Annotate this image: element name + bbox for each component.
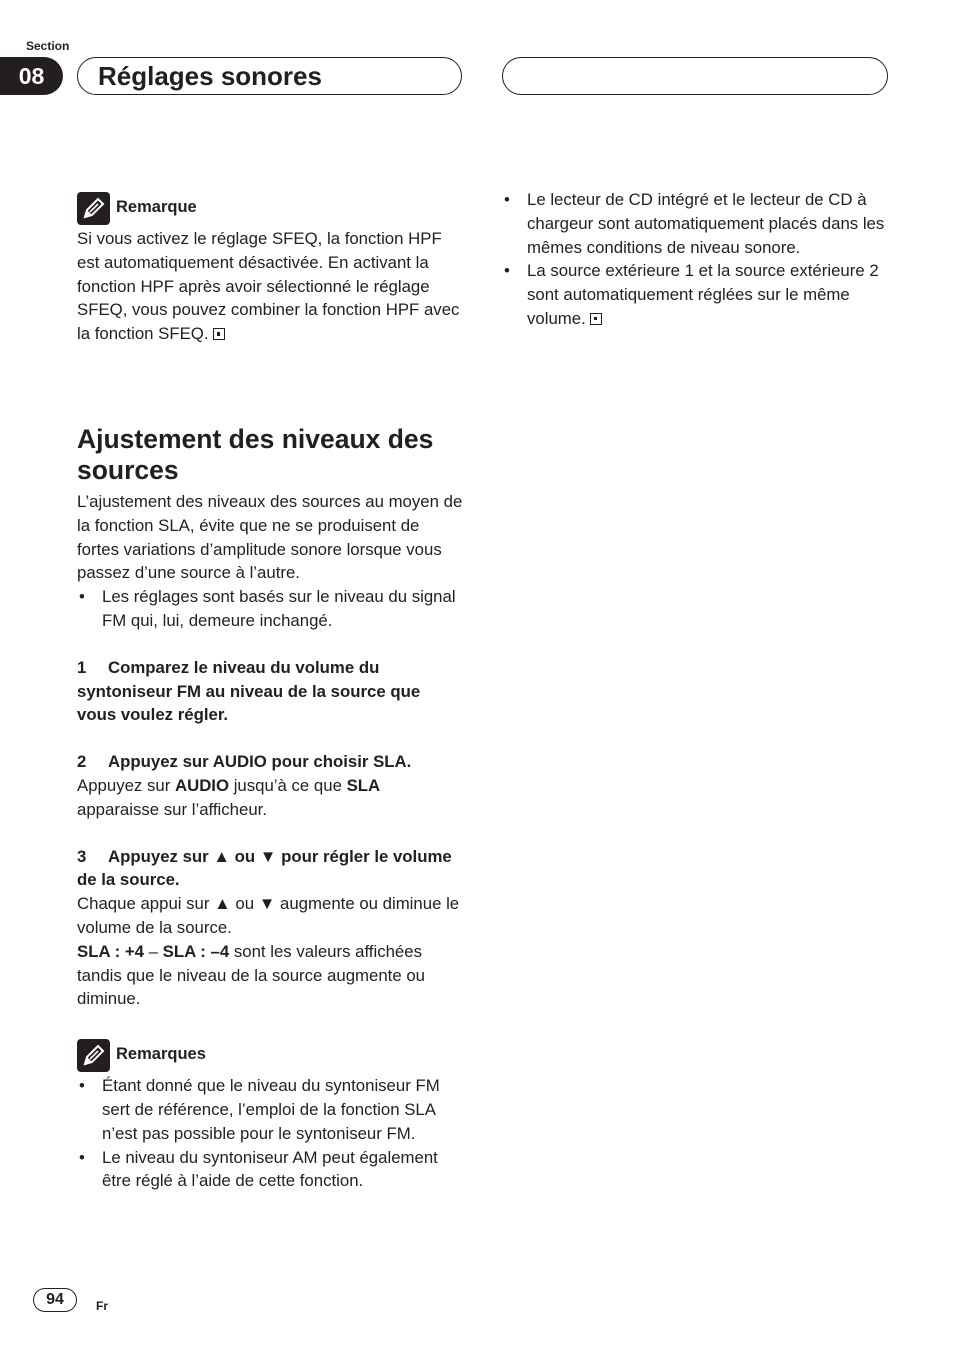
list-item-text: La source extérieure 1 et la source extérieure 2 sont automatiquement réglées sur le même volume. bbox=[527, 261, 879, 328]
step-number: 2 bbox=[77, 752, 87, 772]
section-heading: Ajustement des niveaux des sources bbox=[77, 423, 434, 485]
step-text: Appuyez sur AUDIO pour choisir SLA. bbox=[108, 752, 412, 772]
text-run: jusqu’à ce que bbox=[229, 775, 347, 795]
text-run: sont les valeurs affichées tandis que le niveau de la source augmente ou diminue. bbox=[77, 941, 425, 1009]
step-2 bbox=[77, 750, 463, 774]
notes-list bbox=[77, 1074, 463, 1193]
note-title: Remarque bbox=[116, 198, 197, 217]
list-item: • Le niveau du syntoniseur AM peut également être réglé à l’aide de cette fonction. bbox=[77, 1146, 463, 1194]
step-1 bbox=[77, 656, 463, 727]
left-column bbox=[77, 191, 463, 1193]
text-run: apparaisse sur l’afficheur. bbox=[77, 799, 267, 819]
section-number-badge: 08 bbox=[0, 57, 63, 95]
page-number: 94 bbox=[33, 1288, 77, 1312]
note-title: Remarques bbox=[116, 1045, 206, 1064]
sla-value-min: SLA : –4 bbox=[162, 941, 230, 961]
list-item: • Les réglages sont basés sur le niveau du signal FM qui, lui, demeure inchangé. bbox=[77, 585, 463, 633]
sla-value-max: SLA : +4 bbox=[77, 941, 144, 961]
display-sla: SLA bbox=[346, 775, 381, 795]
step-2-body bbox=[77, 774, 463, 822]
section-label: Section bbox=[26, 39, 70, 53]
step-3-body: Chaque appui sur ▲ ou ▼ augmente ou diminue le volume de la source. bbox=[77, 894, 460, 937]
note-header bbox=[77, 1038, 463, 1072]
right-bullets bbox=[502, 188, 888, 331]
step-number: 3 bbox=[77, 846, 87, 866]
note-header bbox=[77, 191, 463, 225]
list-item: • Le lecteur de CD intégré et le lecteur de CD à chargeur sont automatiquement placés dans les mêmes conditions de niveau sonore. bbox=[502, 188, 888, 259]
step-number: 1 bbox=[77, 657, 87, 677]
button-name-audio: AUDIO bbox=[174, 775, 230, 795]
end-mark-icon bbox=[213, 328, 225, 340]
note-text bbox=[77, 227, 463, 346]
list-item: • Étant donné que le niveau du syntoniseur FM sert de référence, l’emploi de la fonction SLA n’est pas possible pour le syntoniseur FM. bbox=[77, 1074, 463, 1145]
text-run: – bbox=[144, 941, 163, 961]
text-run: Appuyez sur bbox=[77, 775, 175, 795]
end-mark-icon bbox=[590, 313, 602, 325]
note-text-content: Si vous activez le réglage SFEQ, la fonction HPF est automatiquement désactivée. En activant la fonction HPF après avoir sélectionné le réglage SFEQ, vous pouvez combiner la fonction HPF avec la fonction SFEQ. bbox=[77, 229, 460, 344]
step-3 bbox=[77, 845, 463, 893]
header-empty-box bbox=[502, 57, 888, 95]
pencil-note-icon bbox=[77, 192, 110, 225]
step-text: Appuyez sur ▲ ou ▼ pour régler le volume de la source. bbox=[77, 846, 452, 890]
list-item bbox=[502, 259, 888, 330]
step-3-values bbox=[77, 940, 463, 1011]
page-title-text: Réglages sonores bbox=[98, 60, 322, 91]
intro-paragraph: L’ajustement des niveaux des sources au moyen de la fonction SLA, évite que ne se produisent de fortes variations d’amplitude sonore lorsque vous passez d’une source à l’autre. bbox=[77, 491, 463, 583]
page-title bbox=[77, 57, 462, 95]
intro-bullets bbox=[77, 585, 463, 633]
step-text: Comparez le niveau du volume du syntoniseur FM au niveau de la source que vous voulez régler. bbox=[77, 657, 421, 725]
pencil-note-icon bbox=[77, 1039, 110, 1072]
right-column bbox=[502, 188, 888, 331]
language-label: Fr bbox=[96, 1299, 108, 1313]
